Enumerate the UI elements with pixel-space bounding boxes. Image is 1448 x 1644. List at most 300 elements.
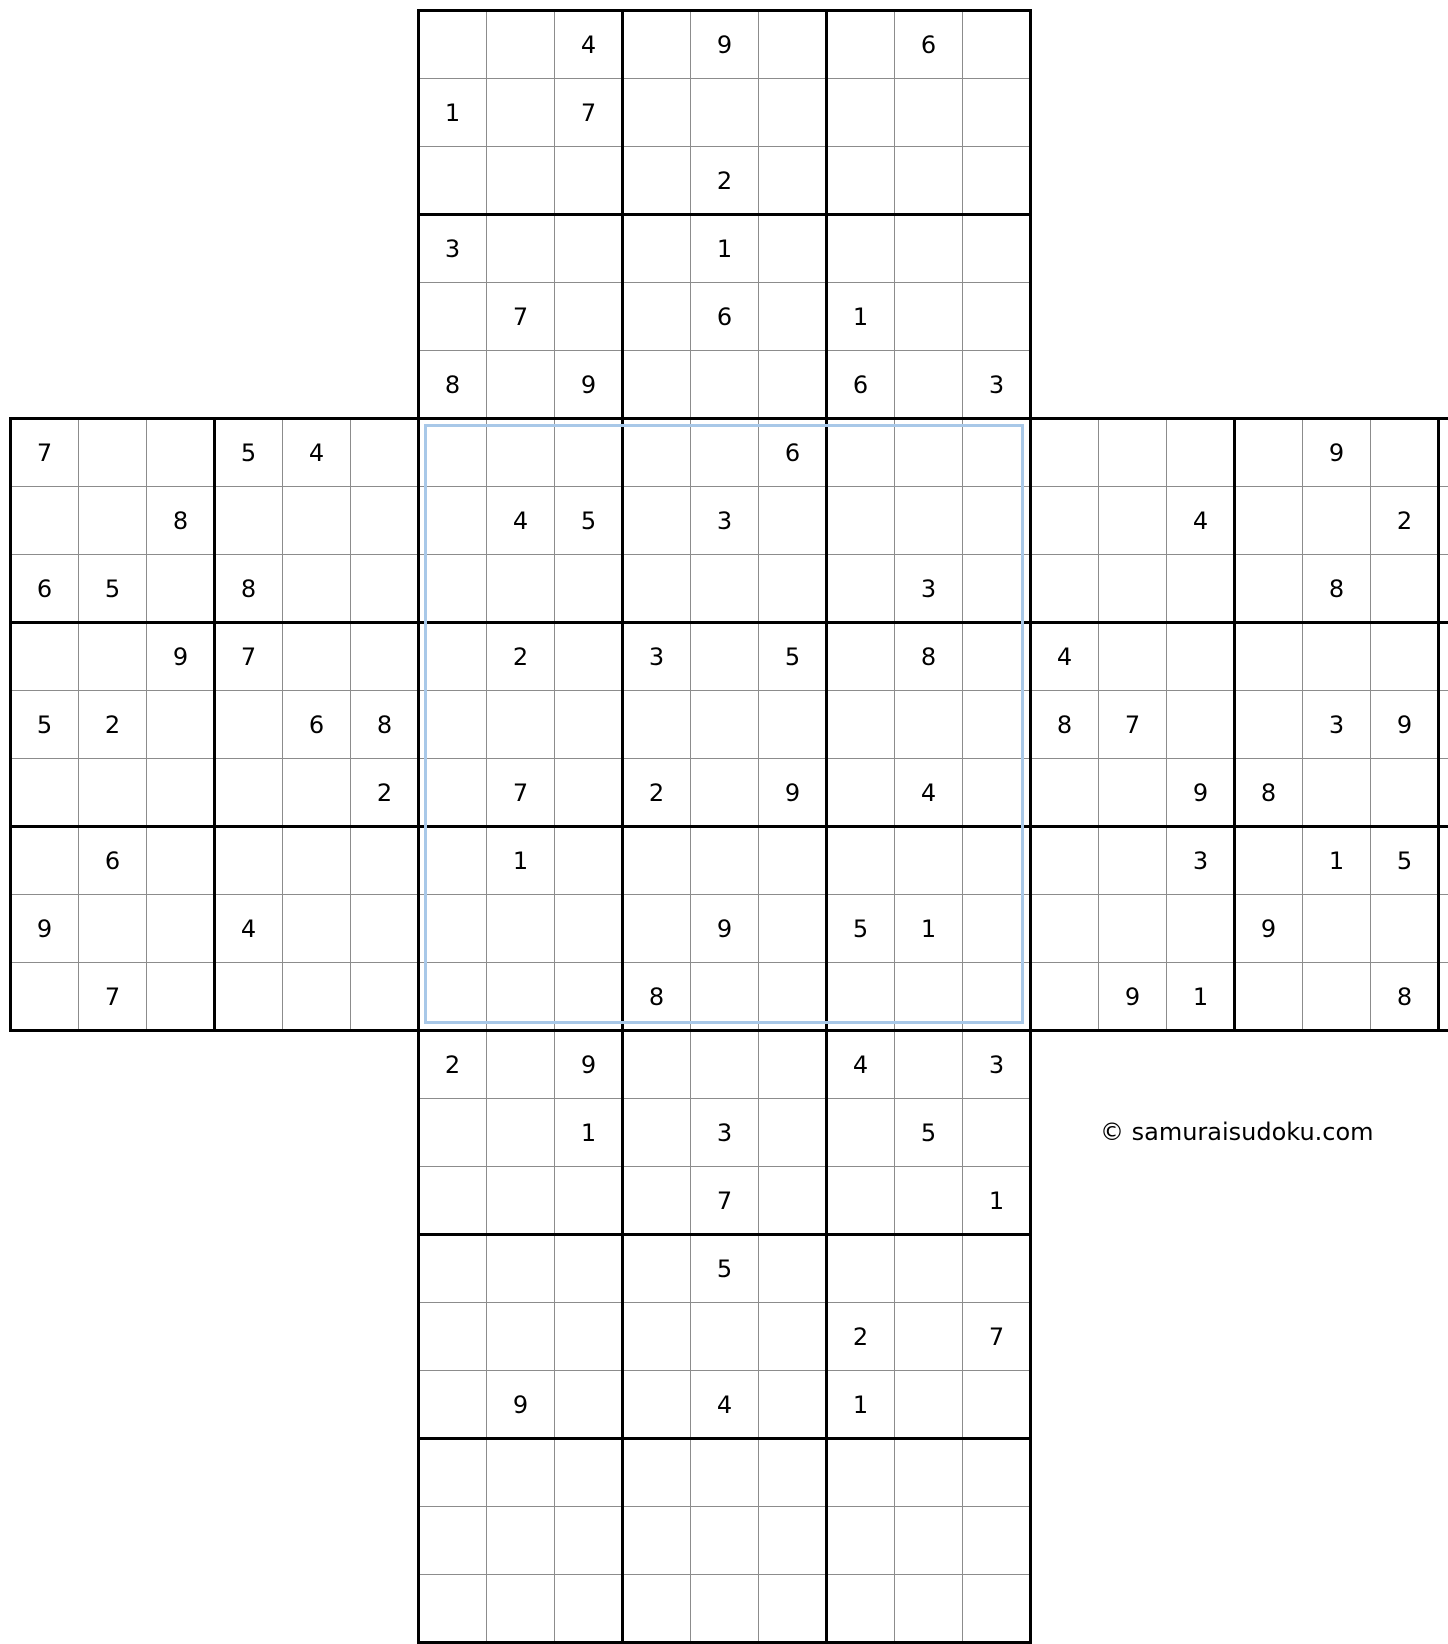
sudoku-cell[interactable]: 6 bbox=[758, 418, 827, 487]
sudoku-cell[interactable] bbox=[690, 1302, 759, 1371]
sudoku-cell[interactable]: 8 bbox=[214, 554, 283, 623]
sudoku-cell[interactable]: 1 bbox=[826, 1370, 895, 1439]
sudoku-cell[interactable] bbox=[78, 486, 147, 555]
sudoku-cell[interactable] bbox=[758, 826, 827, 895]
sudoku-cell[interactable] bbox=[350, 622, 419, 691]
sudoku-cell[interactable] bbox=[486, 690, 555, 759]
sudoku-cell[interactable] bbox=[418, 758, 487, 827]
sudoku-cell[interactable]: 9 bbox=[1098, 962, 1167, 1031]
sudoku-cell[interactable] bbox=[826, 78, 895, 147]
sudoku-cell[interactable] bbox=[350, 962, 419, 1031]
sudoku-cell[interactable]: 2 bbox=[1370, 486, 1439, 555]
sudoku-cell[interactable] bbox=[418, 1302, 487, 1371]
sudoku-cell[interactable] bbox=[962, 554, 1031, 623]
sudoku-cell[interactable] bbox=[962, 146, 1031, 215]
sudoku-cell[interactable] bbox=[758, 10, 827, 79]
sudoku-cell[interactable]: 5 bbox=[554, 486, 623, 555]
sudoku-cell[interactable] bbox=[554, 758, 623, 827]
sudoku-cell[interactable] bbox=[962, 1438, 1031, 1507]
sudoku-cell[interactable] bbox=[826, 10, 895, 79]
sudoku-cell[interactable] bbox=[1166, 418, 1235, 487]
sudoku-cell[interactable]: 9 bbox=[690, 10, 759, 79]
sudoku-cell[interactable] bbox=[1234, 690, 1303, 759]
sudoku-cell[interactable] bbox=[78, 758, 147, 827]
sudoku-cell[interactable] bbox=[622, 1030, 691, 1099]
sudoku-cell[interactable] bbox=[1030, 758, 1099, 827]
sudoku-cell[interactable]: 4 bbox=[554, 10, 623, 79]
sudoku-cell[interactable] bbox=[418, 486, 487, 555]
sudoku-cell[interactable] bbox=[554, 622, 623, 691]
sudoku-cell[interactable] bbox=[418, 146, 487, 215]
sudoku-cell[interactable] bbox=[690, 350, 759, 419]
sudoku-cell[interactable] bbox=[758, 1166, 827, 1235]
sudoku-cell[interactable] bbox=[282, 758, 351, 827]
sudoku-cell[interactable]: 8 bbox=[894, 622, 963, 691]
sudoku-cell[interactable] bbox=[962, 418, 1031, 487]
sudoku-cell[interactable] bbox=[1166, 554, 1235, 623]
sudoku-cell[interactable]: 4 bbox=[282, 418, 351, 487]
sudoku-cell[interactable] bbox=[622, 554, 691, 623]
sudoku-cell[interactable] bbox=[962, 622, 1031, 691]
sudoku-cell[interactable] bbox=[690, 826, 759, 895]
sudoku-cell[interactable] bbox=[418, 1574, 487, 1643]
sudoku-cell[interactable]: 7 bbox=[214, 622, 283, 691]
sudoku-cell[interactable] bbox=[1234, 554, 1303, 623]
sudoku-cell[interactable]: 1 bbox=[826, 282, 895, 351]
sudoku-cell[interactable]: 3 bbox=[962, 350, 1031, 419]
sudoku-cell[interactable] bbox=[418, 554, 487, 623]
sudoku-cell[interactable] bbox=[1370, 418, 1439, 487]
sudoku-cell[interactable] bbox=[486, 1506, 555, 1575]
sudoku-cell[interactable]: 5 bbox=[1370, 826, 1439, 895]
sudoku-cell[interactable] bbox=[486, 146, 555, 215]
sudoku-cell[interactable] bbox=[418, 622, 487, 691]
sudoku-cell[interactable] bbox=[962, 214, 1031, 283]
sudoku-cell[interactable]: 6 bbox=[894, 10, 963, 79]
sudoku-cell[interactable]: 8 bbox=[1030, 690, 1099, 759]
sudoku-cell[interactable] bbox=[1302, 962, 1371, 1031]
sudoku-cell[interactable] bbox=[554, 894, 623, 963]
sudoku-cell[interactable] bbox=[554, 1302, 623, 1371]
sudoku-cell[interactable] bbox=[418, 1166, 487, 1235]
sudoku-cell[interactable] bbox=[758, 1506, 827, 1575]
sudoku-cell[interactable] bbox=[758, 554, 827, 623]
sudoku-cell[interactable] bbox=[826, 826, 895, 895]
sudoku-cell[interactable] bbox=[622, 418, 691, 487]
sudoku-cell[interactable] bbox=[486, 1098, 555, 1167]
sudoku-cell[interactable] bbox=[486, 1166, 555, 1235]
sudoku-cell[interactable] bbox=[622, 1098, 691, 1167]
sudoku-cell[interactable] bbox=[894, 1574, 963, 1643]
sudoku-cell[interactable] bbox=[622, 146, 691, 215]
sudoku-cell[interactable] bbox=[282, 962, 351, 1031]
sudoku-cell[interactable] bbox=[894, 1234, 963, 1303]
sudoku-cell[interactable] bbox=[418, 1370, 487, 1439]
sudoku-cell[interactable] bbox=[10, 622, 79, 691]
sudoku-cell[interactable] bbox=[214, 486, 283, 555]
sudoku-cell[interactable] bbox=[214, 962, 283, 1031]
sudoku-cell[interactable] bbox=[826, 1166, 895, 1235]
sudoku-cell[interactable]: 5 bbox=[10, 690, 79, 759]
sudoku-cell[interactable]: 6 bbox=[826, 350, 895, 419]
sudoku-cell[interactable]: 3 bbox=[690, 1098, 759, 1167]
sudoku-cell[interactable]: 8 bbox=[1234, 758, 1303, 827]
sudoku-cell[interactable] bbox=[622, 1234, 691, 1303]
sudoku-cell[interactable] bbox=[486, 10, 555, 79]
sudoku-cell[interactable] bbox=[418, 1506, 487, 1575]
sudoku-cell[interactable] bbox=[826, 418, 895, 487]
sudoku-cell[interactable]: 4 bbox=[214, 894, 283, 963]
sudoku-cell[interactable] bbox=[622, 826, 691, 895]
sudoku-cell[interactable] bbox=[1438, 554, 1448, 623]
sudoku-cell[interactable] bbox=[826, 554, 895, 623]
sudoku-cell[interactable] bbox=[418, 894, 487, 963]
sudoku-cell[interactable] bbox=[146, 826, 215, 895]
sudoku-cell[interactable] bbox=[1030, 554, 1099, 623]
sudoku-cell[interactable] bbox=[826, 690, 895, 759]
sudoku-cell[interactable]: 3 bbox=[418, 214, 487, 283]
sudoku-cell[interactable] bbox=[894, 486, 963, 555]
sudoku-cell[interactable] bbox=[826, 1098, 895, 1167]
sudoku-cell[interactable] bbox=[758, 1098, 827, 1167]
sudoku-cell[interactable] bbox=[486, 78, 555, 147]
sudoku-cell[interactable] bbox=[690, 1438, 759, 1507]
sudoku-cell[interactable] bbox=[758, 214, 827, 283]
sudoku-cell[interactable] bbox=[1370, 758, 1439, 827]
sudoku-cell[interactable] bbox=[282, 622, 351, 691]
sudoku-cell[interactable] bbox=[1438, 758, 1448, 827]
sudoku-cell[interactable]: 9 bbox=[554, 1030, 623, 1099]
sudoku-cell[interactable] bbox=[486, 1234, 555, 1303]
sudoku-cell[interactable] bbox=[1370, 894, 1439, 963]
sudoku-cell[interactable] bbox=[1098, 486, 1167, 555]
sudoku-cell[interactable] bbox=[758, 78, 827, 147]
sudoku-cell[interactable] bbox=[1030, 486, 1099, 555]
sudoku-cell[interactable] bbox=[622, 1438, 691, 1507]
sudoku-cell[interactable]: 2 bbox=[826, 1302, 895, 1371]
sudoku-cell[interactable] bbox=[1098, 554, 1167, 623]
sudoku-cell[interactable] bbox=[894, 214, 963, 283]
sudoku-cell[interactable] bbox=[418, 282, 487, 351]
sudoku-cell[interactable] bbox=[962, 486, 1031, 555]
sudoku-cell[interactable] bbox=[78, 894, 147, 963]
sudoku-cell[interactable] bbox=[146, 418, 215, 487]
sudoku-cell[interactable] bbox=[758, 1030, 827, 1099]
sudoku-cell[interactable] bbox=[146, 758, 215, 827]
sudoku-cell[interactable] bbox=[1302, 758, 1371, 827]
sudoku-cell[interactable] bbox=[894, 690, 963, 759]
sudoku-cell[interactable] bbox=[418, 1234, 487, 1303]
sudoku-cell[interactable] bbox=[1234, 962, 1303, 1031]
sudoku-cell[interactable] bbox=[758, 1370, 827, 1439]
sudoku-cell[interactable] bbox=[554, 1234, 623, 1303]
sudoku-cell[interactable] bbox=[554, 1166, 623, 1235]
sudoku-cell[interactable]: 4 bbox=[486, 486, 555, 555]
sudoku-cell[interactable] bbox=[214, 758, 283, 827]
sudoku-cell[interactable] bbox=[1438, 690, 1448, 759]
sudoku-cell[interactable] bbox=[1370, 622, 1439, 691]
sudoku-cell[interactable] bbox=[826, 1234, 895, 1303]
sudoku-cell[interactable]: 9 bbox=[146, 622, 215, 691]
sudoku-cell[interactable] bbox=[554, 1438, 623, 1507]
sudoku-cell[interactable]: 9 bbox=[554, 350, 623, 419]
sudoku-cell[interactable] bbox=[486, 894, 555, 963]
sudoku-cell[interactable] bbox=[894, 1506, 963, 1575]
sudoku-cell[interactable] bbox=[554, 1370, 623, 1439]
sudoku-cell[interactable]: 6 bbox=[690, 282, 759, 351]
sudoku-cell[interactable] bbox=[894, 962, 963, 1031]
sudoku-cell[interactable] bbox=[146, 690, 215, 759]
sudoku-cell[interactable]: 9 bbox=[1302, 418, 1371, 487]
sudoku-cell[interactable]: 5 bbox=[894, 1098, 963, 1167]
sudoku-cell[interactable]: 5 bbox=[758, 622, 827, 691]
sudoku-cell[interactable] bbox=[1234, 486, 1303, 555]
sudoku-cell[interactable] bbox=[622, 78, 691, 147]
sudoku-cell[interactable] bbox=[894, 826, 963, 895]
sudoku-cell[interactable] bbox=[690, 1506, 759, 1575]
sudoku-cell[interactable] bbox=[1302, 894, 1371, 963]
sudoku-cell[interactable] bbox=[758, 962, 827, 1031]
sudoku-cell[interactable] bbox=[486, 214, 555, 283]
sudoku-cell[interactable] bbox=[214, 690, 283, 759]
sudoku-cell[interactable] bbox=[1098, 758, 1167, 827]
sudoku-cell[interactable]: 3 bbox=[1166, 826, 1235, 895]
sudoku-cell[interactable] bbox=[554, 962, 623, 1031]
sudoku-cell[interactable] bbox=[350, 418, 419, 487]
sudoku-cell[interactable] bbox=[962, 78, 1031, 147]
sudoku-cell[interactable] bbox=[486, 1302, 555, 1371]
sudoku-cell[interactable] bbox=[10, 758, 79, 827]
sudoku-cell[interactable]: 7 bbox=[554, 78, 623, 147]
sudoku-cell[interactable] bbox=[1438, 826, 1448, 895]
sudoku-cell[interactable] bbox=[758, 282, 827, 351]
sudoku-cell[interactable]: 1 bbox=[690, 214, 759, 283]
sudoku-cell[interactable] bbox=[962, 1574, 1031, 1643]
sudoku-cell[interactable]: 3 bbox=[622, 622, 691, 691]
sudoku-cell[interactable] bbox=[894, 282, 963, 351]
sudoku-cell[interactable]: 2 bbox=[78, 690, 147, 759]
sudoku-cell[interactable] bbox=[214, 826, 283, 895]
sudoku-cell[interactable] bbox=[622, 214, 691, 283]
sudoku-cell[interactable] bbox=[146, 962, 215, 1031]
sudoku-cell[interactable] bbox=[486, 962, 555, 1031]
sudoku-cell[interactable]: 1 bbox=[418, 78, 487, 147]
sudoku-cell[interactable] bbox=[758, 894, 827, 963]
sudoku-cell[interactable] bbox=[1030, 418, 1099, 487]
sudoku-cell[interactable] bbox=[826, 1438, 895, 1507]
sudoku-cell[interactable] bbox=[282, 554, 351, 623]
sudoku-cell[interactable]: 1 bbox=[894, 894, 963, 963]
sudoku-cell[interactable] bbox=[894, 418, 963, 487]
sudoku-cell[interactable]: 8 bbox=[418, 350, 487, 419]
sudoku-cell[interactable] bbox=[826, 1574, 895, 1643]
sudoku-cell[interactable] bbox=[894, 1370, 963, 1439]
sudoku-cell[interactable] bbox=[1438, 962, 1448, 1031]
sudoku-cell[interactable] bbox=[486, 1574, 555, 1643]
sudoku-cell[interactable]: 8 bbox=[1370, 962, 1439, 1031]
sudoku-cell[interactable] bbox=[690, 418, 759, 487]
sudoku-cell[interactable] bbox=[486, 1438, 555, 1507]
sudoku-cell[interactable] bbox=[758, 1438, 827, 1507]
sudoku-cell[interactable]: 3 bbox=[1302, 690, 1371, 759]
sudoku-cell[interactable]: 7 bbox=[1098, 690, 1167, 759]
sudoku-cell[interactable] bbox=[826, 962, 895, 1031]
sudoku-cell[interactable] bbox=[418, 10, 487, 79]
sudoku-cell[interactable] bbox=[1166, 622, 1235, 691]
sudoku-cell[interactable] bbox=[554, 418, 623, 487]
sudoku-cell[interactable] bbox=[690, 690, 759, 759]
sudoku-cell[interactable] bbox=[1098, 418, 1167, 487]
sudoku-cell[interactable] bbox=[758, 350, 827, 419]
sudoku-cell[interactable] bbox=[78, 622, 147, 691]
sudoku-cell[interactable] bbox=[758, 486, 827, 555]
sudoku-cell[interactable]: 9 bbox=[690, 894, 759, 963]
sudoku-cell[interactable] bbox=[826, 758, 895, 827]
sudoku-cell[interactable]: 1 bbox=[1166, 962, 1235, 1031]
sudoku-cell[interactable] bbox=[758, 1302, 827, 1371]
sudoku-cell[interactable] bbox=[758, 1574, 827, 1643]
sudoku-cell[interactable] bbox=[418, 962, 487, 1031]
sudoku-cell[interactable]: 8 bbox=[622, 962, 691, 1031]
sudoku-cell[interactable] bbox=[554, 1506, 623, 1575]
sudoku-cell[interactable] bbox=[894, 78, 963, 147]
sudoku-cell[interactable] bbox=[554, 146, 623, 215]
sudoku-cell[interactable] bbox=[1234, 622, 1303, 691]
sudoku-cell[interactable] bbox=[690, 1574, 759, 1643]
sudoku-cell[interactable] bbox=[962, 690, 1031, 759]
sudoku-cell[interactable] bbox=[146, 894, 215, 963]
sudoku-cell[interactable] bbox=[758, 1234, 827, 1303]
sudoku-cell[interactable] bbox=[690, 1030, 759, 1099]
sudoku-cell[interactable] bbox=[486, 350, 555, 419]
sudoku-cell[interactable] bbox=[826, 622, 895, 691]
sudoku-cell[interactable]: 9 bbox=[10, 894, 79, 963]
sudoku-cell[interactable] bbox=[146, 554, 215, 623]
sudoku-cell[interactable] bbox=[1370, 554, 1439, 623]
sudoku-cell[interactable] bbox=[962, 758, 1031, 827]
sudoku-cell[interactable]: 9 bbox=[758, 758, 827, 827]
sudoku-cell[interactable] bbox=[282, 894, 351, 963]
sudoku-cell[interactable] bbox=[1438, 622, 1448, 691]
sudoku-cell[interactable]: 9 bbox=[1166, 758, 1235, 827]
sudoku-cell[interactable] bbox=[622, 1370, 691, 1439]
sudoku-cell[interactable]: 3 bbox=[690, 486, 759, 555]
sudoku-cell[interactable] bbox=[554, 214, 623, 283]
sudoku-cell[interactable] bbox=[1234, 418, 1303, 487]
sudoku-cell[interactable] bbox=[1302, 486, 1371, 555]
sudoku-cell[interactable] bbox=[690, 962, 759, 1031]
sudoku-cell[interactable] bbox=[282, 826, 351, 895]
sudoku-cell[interactable] bbox=[1030, 962, 1099, 1031]
sudoku-cell[interactable] bbox=[486, 1030, 555, 1099]
sudoku-cell[interactable] bbox=[622, 350, 691, 419]
sudoku-cell[interactable]: 2 bbox=[418, 1030, 487, 1099]
sudoku-cell[interactable]: 6 bbox=[78, 826, 147, 895]
sudoku-cell[interactable]: 4 bbox=[1166, 486, 1235, 555]
sudoku-cell[interactable] bbox=[554, 1574, 623, 1643]
sudoku-cell[interactable]: 8 bbox=[350, 690, 419, 759]
sudoku-cell[interactable] bbox=[826, 486, 895, 555]
sudoku-cell[interactable] bbox=[962, 1098, 1031, 1167]
sudoku-cell[interactable] bbox=[622, 1506, 691, 1575]
sudoku-cell[interactable] bbox=[962, 1234, 1031, 1303]
sudoku-cell[interactable] bbox=[1030, 826, 1099, 895]
sudoku-cell[interactable] bbox=[962, 282, 1031, 351]
sudoku-cell[interactable] bbox=[894, 350, 963, 419]
sudoku-cell[interactable]: 7 bbox=[78, 962, 147, 1031]
sudoku-cell[interactable] bbox=[1166, 894, 1235, 963]
sudoku-cell[interactable]: 1 bbox=[962, 1166, 1031, 1235]
sudoku-cell[interactable]: 9 bbox=[486, 1370, 555, 1439]
sudoku-cell[interactable] bbox=[622, 894, 691, 963]
sudoku-cell[interactable] bbox=[554, 554, 623, 623]
sudoku-cell[interactable]: 4 bbox=[1030, 622, 1099, 691]
sudoku-cell[interactable]: 4 bbox=[826, 1030, 895, 1099]
sudoku-cell[interactable]: 9 bbox=[1234, 894, 1303, 963]
sudoku-cell[interactable] bbox=[10, 486, 79, 555]
sudoku-cell[interactable] bbox=[894, 1438, 963, 1507]
sudoku-cell[interactable] bbox=[962, 10, 1031, 79]
sudoku-cell[interactable] bbox=[10, 826, 79, 895]
sudoku-cell[interactable] bbox=[962, 826, 1031, 895]
sudoku-cell[interactable] bbox=[826, 214, 895, 283]
sudoku-cell[interactable] bbox=[826, 1506, 895, 1575]
sudoku-cell[interactable]: 8 bbox=[1302, 554, 1371, 623]
sudoku-cell[interactable] bbox=[1030, 894, 1099, 963]
sudoku-cell[interactable] bbox=[1098, 894, 1167, 963]
sudoku-cell[interactable] bbox=[622, 10, 691, 79]
sudoku-cell[interactable]: 2 bbox=[622, 758, 691, 827]
sudoku-cell[interactable]: 7 bbox=[10, 418, 79, 487]
sudoku-cell[interactable]: 4 bbox=[690, 1370, 759, 1439]
sudoku-cell[interactable] bbox=[758, 690, 827, 759]
sudoku-cell[interactable] bbox=[894, 1302, 963, 1371]
sudoku-cell[interactable] bbox=[486, 554, 555, 623]
sudoku-cell[interactable]: 7 bbox=[486, 758, 555, 827]
sudoku-cell[interactable]: 1 bbox=[554, 1098, 623, 1167]
sudoku-cell[interactable] bbox=[962, 962, 1031, 1031]
sudoku-cell[interactable] bbox=[962, 1370, 1031, 1439]
sudoku-cell[interactable] bbox=[622, 1302, 691, 1371]
sudoku-cell[interactable]: 6 bbox=[282, 690, 351, 759]
sudoku-cell[interactable] bbox=[78, 418, 147, 487]
sudoku-cell[interactable] bbox=[894, 146, 963, 215]
sudoku-cell[interactable]: 8 bbox=[146, 486, 215, 555]
sudoku-cell[interactable] bbox=[690, 622, 759, 691]
sudoku-cell[interactable] bbox=[1234, 826, 1303, 895]
sudoku-cell[interactable] bbox=[1098, 622, 1167, 691]
sudoku-cell[interactable]: 2 bbox=[350, 758, 419, 827]
sudoku-cell[interactable]: 5 bbox=[826, 894, 895, 963]
sudoku-cell[interactable] bbox=[758, 146, 827, 215]
sudoku-cell[interactable] bbox=[894, 1166, 963, 1235]
sudoku-cell[interactable] bbox=[350, 486, 419, 555]
sudoku-cell[interactable] bbox=[1438, 486, 1448, 555]
sudoku-cell[interactable] bbox=[622, 1574, 691, 1643]
sudoku-cell[interactable] bbox=[554, 826, 623, 895]
sudoku-cell[interactable] bbox=[690, 554, 759, 623]
sudoku-cell[interactable] bbox=[894, 1030, 963, 1099]
sudoku-cell[interactable] bbox=[622, 282, 691, 351]
sudoku-cell[interactable] bbox=[350, 894, 419, 963]
sudoku-cell[interactable]: 6 bbox=[10, 554, 79, 623]
sudoku-cell[interactable] bbox=[418, 690, 487, 759]
sudoku-cell[interactable] bbox=[350, 554, 419, 623]
sudoku-cell[interactable]: 1 bbox=[486, 826, 555, 895]
sudoku-cell[interactable]: 5 bbox=[690, 1234, 759, 1303]
sudoku-cell[interactable] bbox=[554, 690, 623, 759]
sudoku-cell[interactable] bbox=[418, 1098, 487, 1167]
